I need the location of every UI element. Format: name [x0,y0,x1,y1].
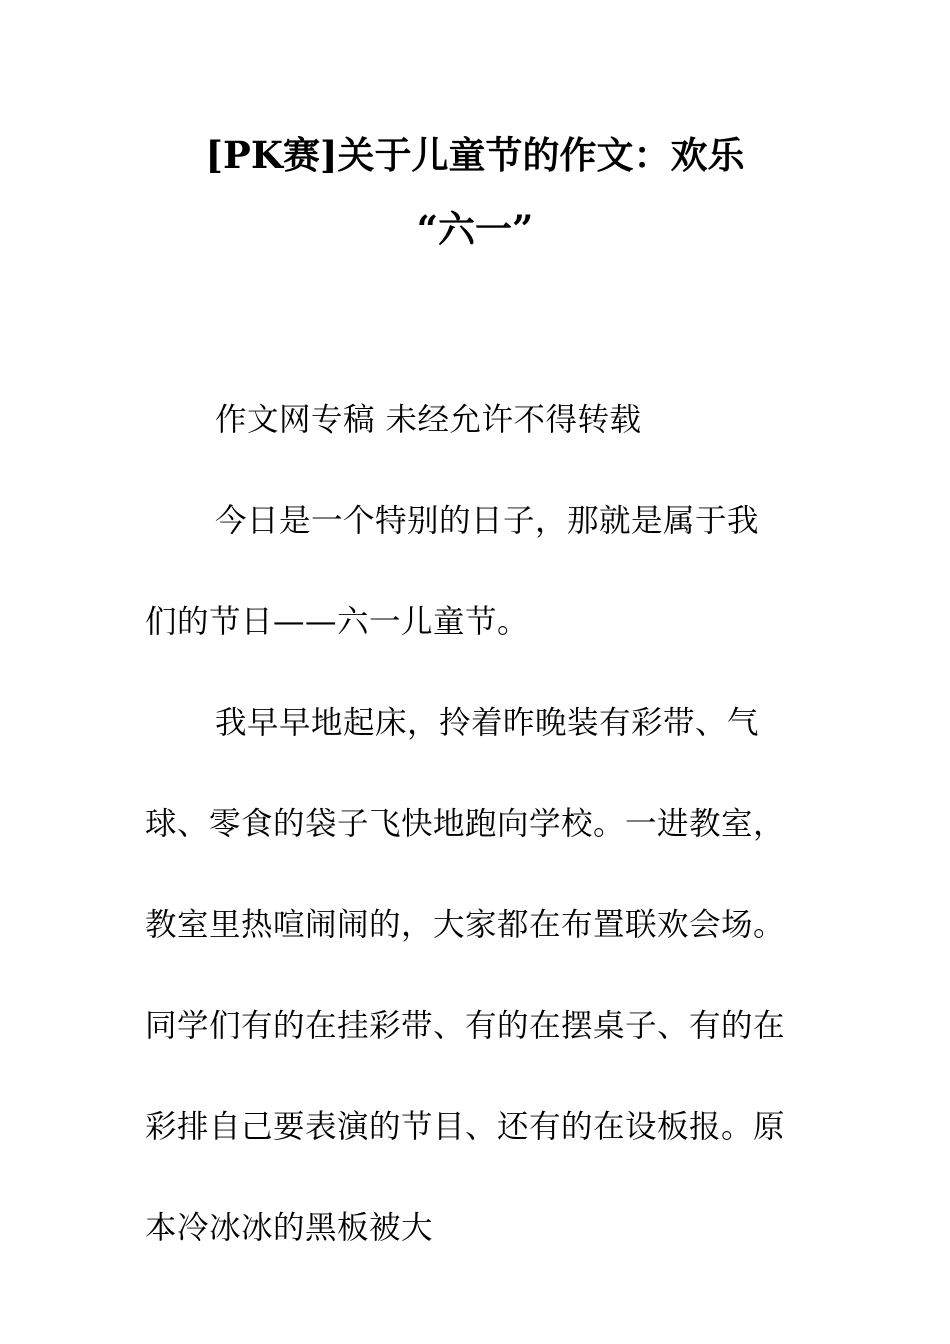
title-line-1: [PK赛]关于儿童节的作文：欢乐 [205,133,745,177]
document-body [145,370,785,1279]
title-line-2: “六一” [416,207,534,251]
document-title [140,118,810,266]
paragraph-morning: 我早早地起床，拎着昨晚装有彩带、气球、零食的袋子飞快地跑向学校。一进教室，教室里热喧闹闹的，大家都在布置联欢会场。同学们有的在挂彩带、有的在摆桌子、有的在彩排自己要表演的节目、还有的在设板报。原本冷冰冰的黑板被大 [145,705,786,1246]
paragraph-intro: 今日是一个特别的日子，那就是属于我们的节日——六一儿童节。 [145,503,760,640]
paragraph-copyright-notice: 作文网专稿 未经允许不得转载 [215,402,642,438]
